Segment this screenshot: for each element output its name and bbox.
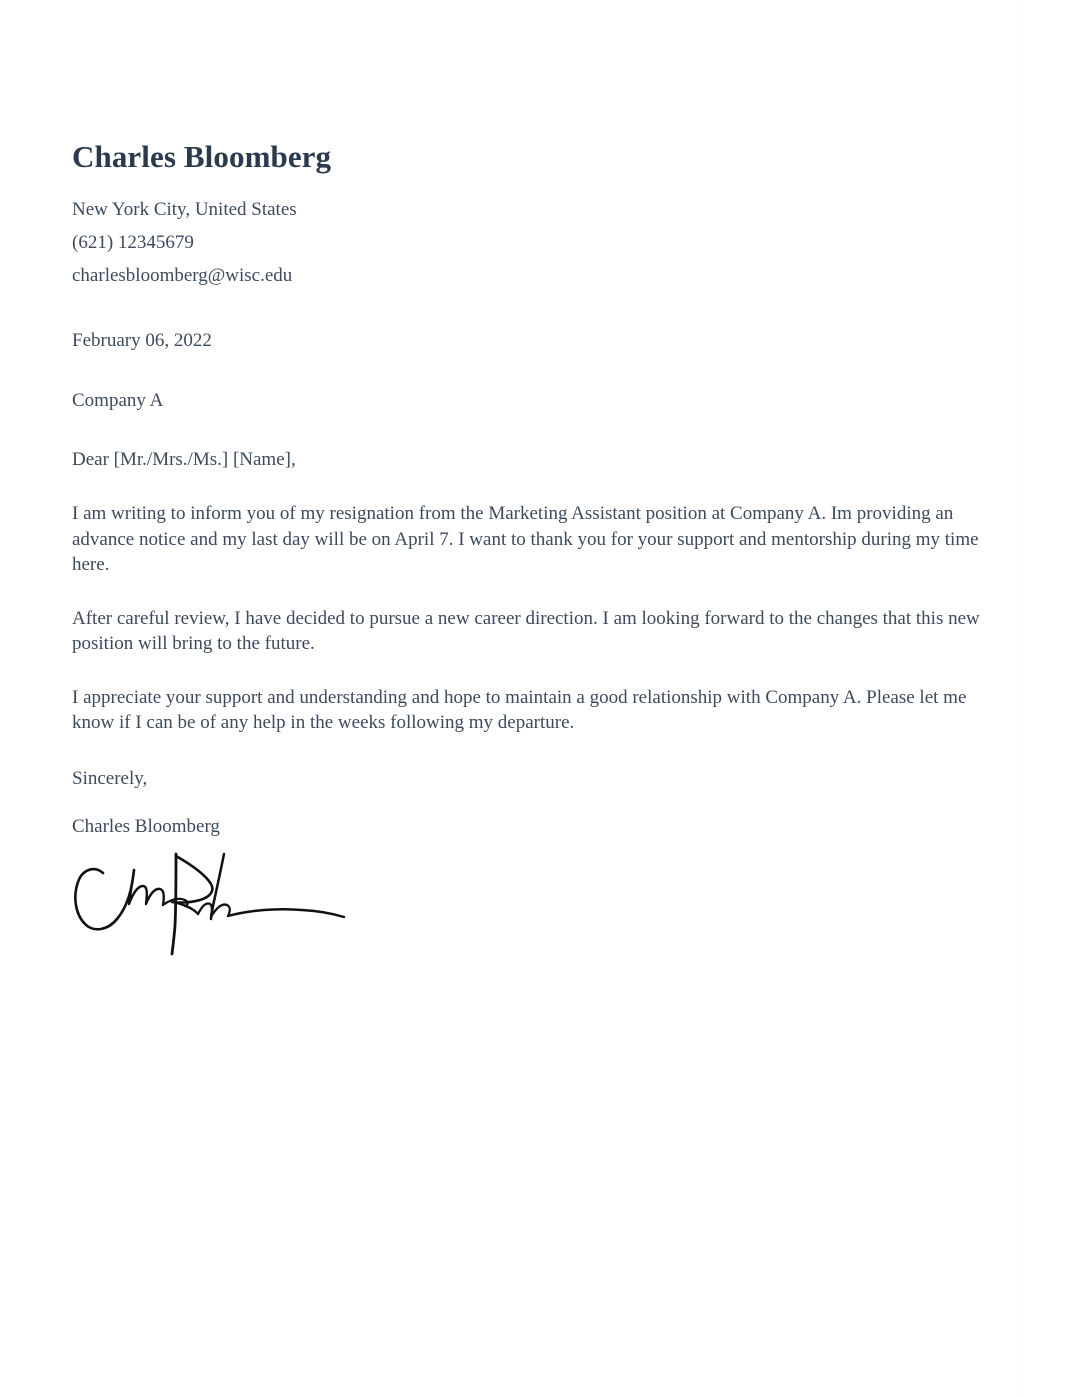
- letterhead-name: Charles Bloomberg: [72, 139, 332, 174]
- body-paragraph-2: After careful review, I have decided to pursue a new career direction. I am looking forward to the changes that this new position will bring to the future.: [72, 607, 980, 655]
- letter-date: February 06, 2022: [72, 330, 212, 352]
- signer-name: Charles Bloomberg: [72, 815, 220, 837]
- recipient-company: Company A: [72, 390, 164, 412]
- signature-image: [72, 848, 372, 958]
- letter-body: [72, 138, 1004, 958]
- body-paragraph-3: I appreciate your support and understanding and hope to maintain a good relationship with Company A. Please let me know if I can be of any help in the weeks following my departure.: [72, 686, 967, 734]
- contact-block: [72, 193, 1004, 292]
- contact-address: New York City, United States: [72, 199, 297, 221]
- body-paragraph-1: I am writing to inform you of my resignation from the Marketing Assistant position at Company A. Im providing an advance notice and my last day will be on April 7. I want to thank you for your support and mentorship during my time here.: [72, 503, 979, 576]
- contact-phone: (621) 12345679: [72, 232, 194, 254]
- right-margin-guide: [1017, 0, 1018, 1398]
- contact-email: charlesbloomberg@wisc.edu: [72, 265, 293, 287]
- closing-salutation: Sincerely,: [72, 767, 148, 789]
- salutation: Dear [Mr./Mrs./Ms.] [Name],: [72, 449, 296, 471]
